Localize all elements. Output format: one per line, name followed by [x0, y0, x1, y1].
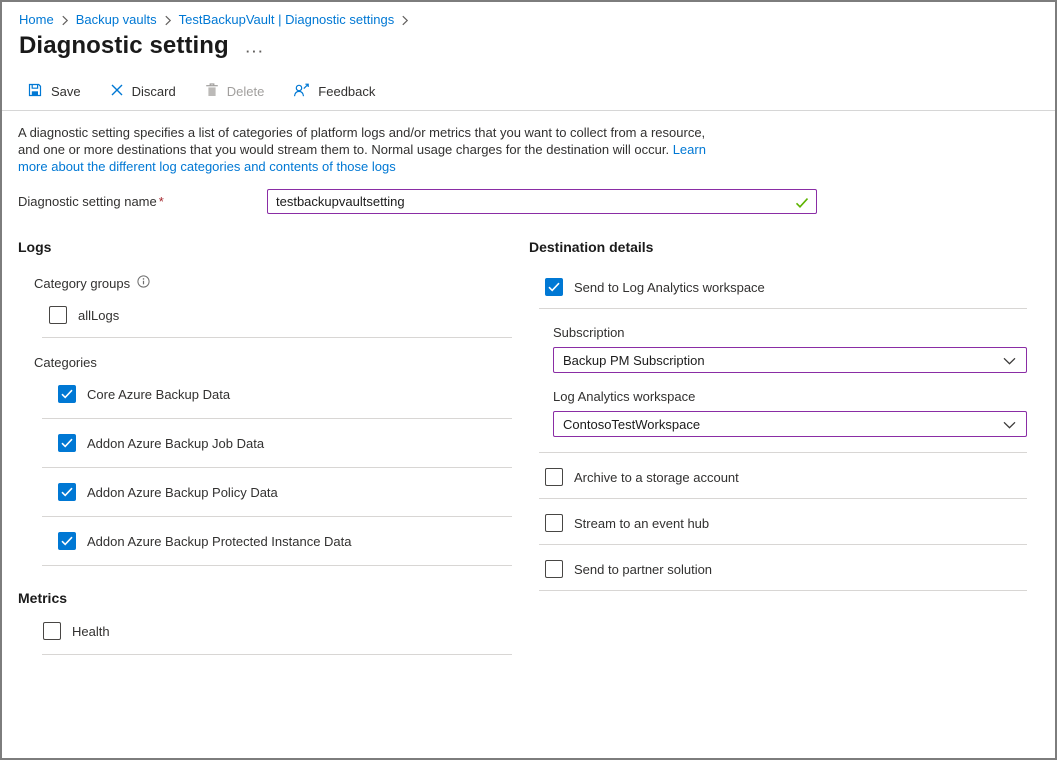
valid-check-icon — [795, 196, 809, 214]
category-block — [18, 483, 512, 517]
diagnostic-setting-name-label: Diagnostic setting name * — [18, 194, 164, 209]
intro-description: A diagnostic setting specifies a list of categories of platform logs and/or metrics that you want to collect from a resource, and one or more destinations that you would stream them to. Normal usage charges for the destination will occur. — [18, 125, 706, 157]
addon-azure-backup-job-data-checkbox[interactable] — [58, 434, 76, 452]
breadcrumb — [2, 2, 1055, 27]
discard-button[interactable] — [110, 83, 176, 100]
destination-details-heading: Destination details — [529, 239, 654, 255]
divider — [42, 418, 512, 419]
send-to-log-analytics-checkbox[interactable] — [545, 278, 563, 296]
destination-column — [529, 239, 1027, 655]
stream-to-event-hub-checkbox[interactable] — [545, 514, 563, 532]
logs-heading: Logs — [18, 239, 52, 255]
chevron-right-icon — [164, 15, 172, 26]
more-options-button[interactable]: ··· — [245, 43, 265, 59]
alllogs-checkbox[interactable] — [49, 306, 67, 324]
info-icon[interactable] — [137, 275, 150, 291]
discard-icon — [110, 83, 124, 100]
subscription-dropdown[interactable] — [553, 347, 1027, 373]
alllogs-label[interactable]: allLogs — [78, 307, 120, 323]
destination-option-block — [529, 468, 1027, 499]
metrics-heading: Metrics — [18, 590, 68, 606]
intro-text — [18, 124, 718, 175]
divider — [42, 337, 512, 338]
send-to-log-analytics-label[interactable]: Send to Log Analytics workspace — [574, 279, 765, 295]
save-icon — [27, 82, 43, 101]
log-analytics-workspace-dropdown-value: ContosoTestWorkspace — [563, 416, 701, 432]
archive-to-storage-account-label[interactable]: Archive to a storage account — [574, 469, 739, 485]
delete-button-label: Delete — [226, 84, 265, 99]
subscription-dropdown-value: Backup PM Subscription — [563, 352, 705, 368]
divider — [42, 467, 512, 468]
divider — [539, 590, 1027, 591]
core-azure-backup-data-checkbox[interactable] — [58, 385, 76, 403]
health-label[interactable]: Health — [72, 623, 110, 639]
divider — [42, 654, 512, 655]
log-analytics-workspace-dropdown[interactable] — [553, 411, 1027, 437]
delete-button[interactable] — [205, 82, 265, 101]
addon-azure-backup-protected-instance-data-checkbox[interactable] — [58, 532, 76, 550]
divider — [539, 498, 1027, 499]
category-block — [18, 385, 512, 419]
required-asterisk: * — [158, 194, 164, 209]
category-label[interactable]: Addon Azure Backup Job Data — [87, 435, 265, 451]
send-partner-solution-row — [545, 560, 1027, 578]
save-button-label: Save — [51, 84, 81, 99]
archive-to-storage-account-checkbox[interactable] — [545, 468, 563, 486]
destination-option-block — [529, 514, 1027, 545]
delete-icon — [205, 82, 219, 101]
health-row — [43, 622, 512, 640]
breadcrumb-vault-diagnostic-settings-link[interactable]: TestBackupVault | Diagnostic settings — [178, 12, 395, 27]
diagnostic-setting-name-input-wrap — [267, 189, 817, 214]
discard-button-label: Discard — [131, 84, 176, 99]
send-to-partner-solution-checkbox[interactable] — [545, 560, 563, 578]
send-to-partner-solution-label[interactable]: Send to partner solution — [574, 561, 713, 577]
divider — [42, 565, 512, 566]
feedback-icon — [293, 82, 310, 101]
chevron-right-icon — [61, 15, 69, 26]
send-to-log-analytics-row — [545, 278, 1027, 296]
category-label[interactable]: Addon Azure Backup Policy Data — [87, 484, 278, 500]
feedback-button[interactable] — [293, 82, 375, 101]
subscription-label: Subscription — [553, 325, 625, 340]
health-checkbox[interactable] — [43, 622, 61, 640]
archive-storage-row — [545, 468, 1027, 486]
category-row — [58, 385, 512, 403]
page-title: Diagnostic setting — [19, 32, 229, 59]
main-content — [2, 124, 1055, 655]
toolbar-divider — [2, 110, 1055, 111]
breadcrumb-backup-vaults-link[interactable]: Backup vaults — [75, 12, 157, 27]
category-block — [18, 434, 512, 468]
command-bar — [2, 73, 1055, 110]
divider — [42, 516, 512, 517]
title-row — [2, 32, 1055, 60]
logs-column — [18, 239, 512, 655]
categories-label: Categories — [34, 355, 97, 370]
chevron-right-icon — [401, 15, 409, 26]
category-row — [58, 434, 512, 452]
chevron-down-icon — [1003, 417, 1016, 432]
category-label[interactable]: Addon Azure Backup Protected Instance Data — [87, 533, 352, 549]
divider — [539, 452, 1027, 453]
save-button[interactable] — [27, 82, 81, 101]
stream-event-hub-row — [545, 514, 1027, 532]
category-row — [58, 483, 512, 501]
category-groups-label-row — [34, 275, 512, 291]
category-label[interactable]: Core Azure Backup Data — [87, 386, 231, 402]
diagnostic-setting-name-input[interactable] — [267, 189, 817, 214]
category-block — [18, 532, 512, 566]
feedback-button-label: Feedback — [318, 84, 376, 99]
category-groups-label: Category groups — [34, 275, 131, 291]
addon-azure-backup-protected-instance-data-row — [58, 532, 512, 550]
stream-to-event-hub-label[interactable]: Stream to an event hub — [574, 515, 710, 531]
log-analytics-workspace-label: Log Analytics workspace — [553, 389, 696, 404]
breadcrumb-home-link[interactable]: Home — [19, 12, 54, 27]
divider — [539, 544, 1027, 545]
divider — [539, 308, 1027, 309]
chevron-down-icon — [1003, 353, 1016, 368]
destination-option-block — [529, 560, 1027, 591]
addon-azure-backup-policy-data-checkbox[interactable] — [58, 483, 76, 501]
learn-more-link[interactable]: Learn more about the different log categories and contents of those logs — [18, 142, 706, 174]
alllogs-row — [49, 306, 512, 324]
diagnostic-setting-name-row — [18, 189, 1039, 214]
